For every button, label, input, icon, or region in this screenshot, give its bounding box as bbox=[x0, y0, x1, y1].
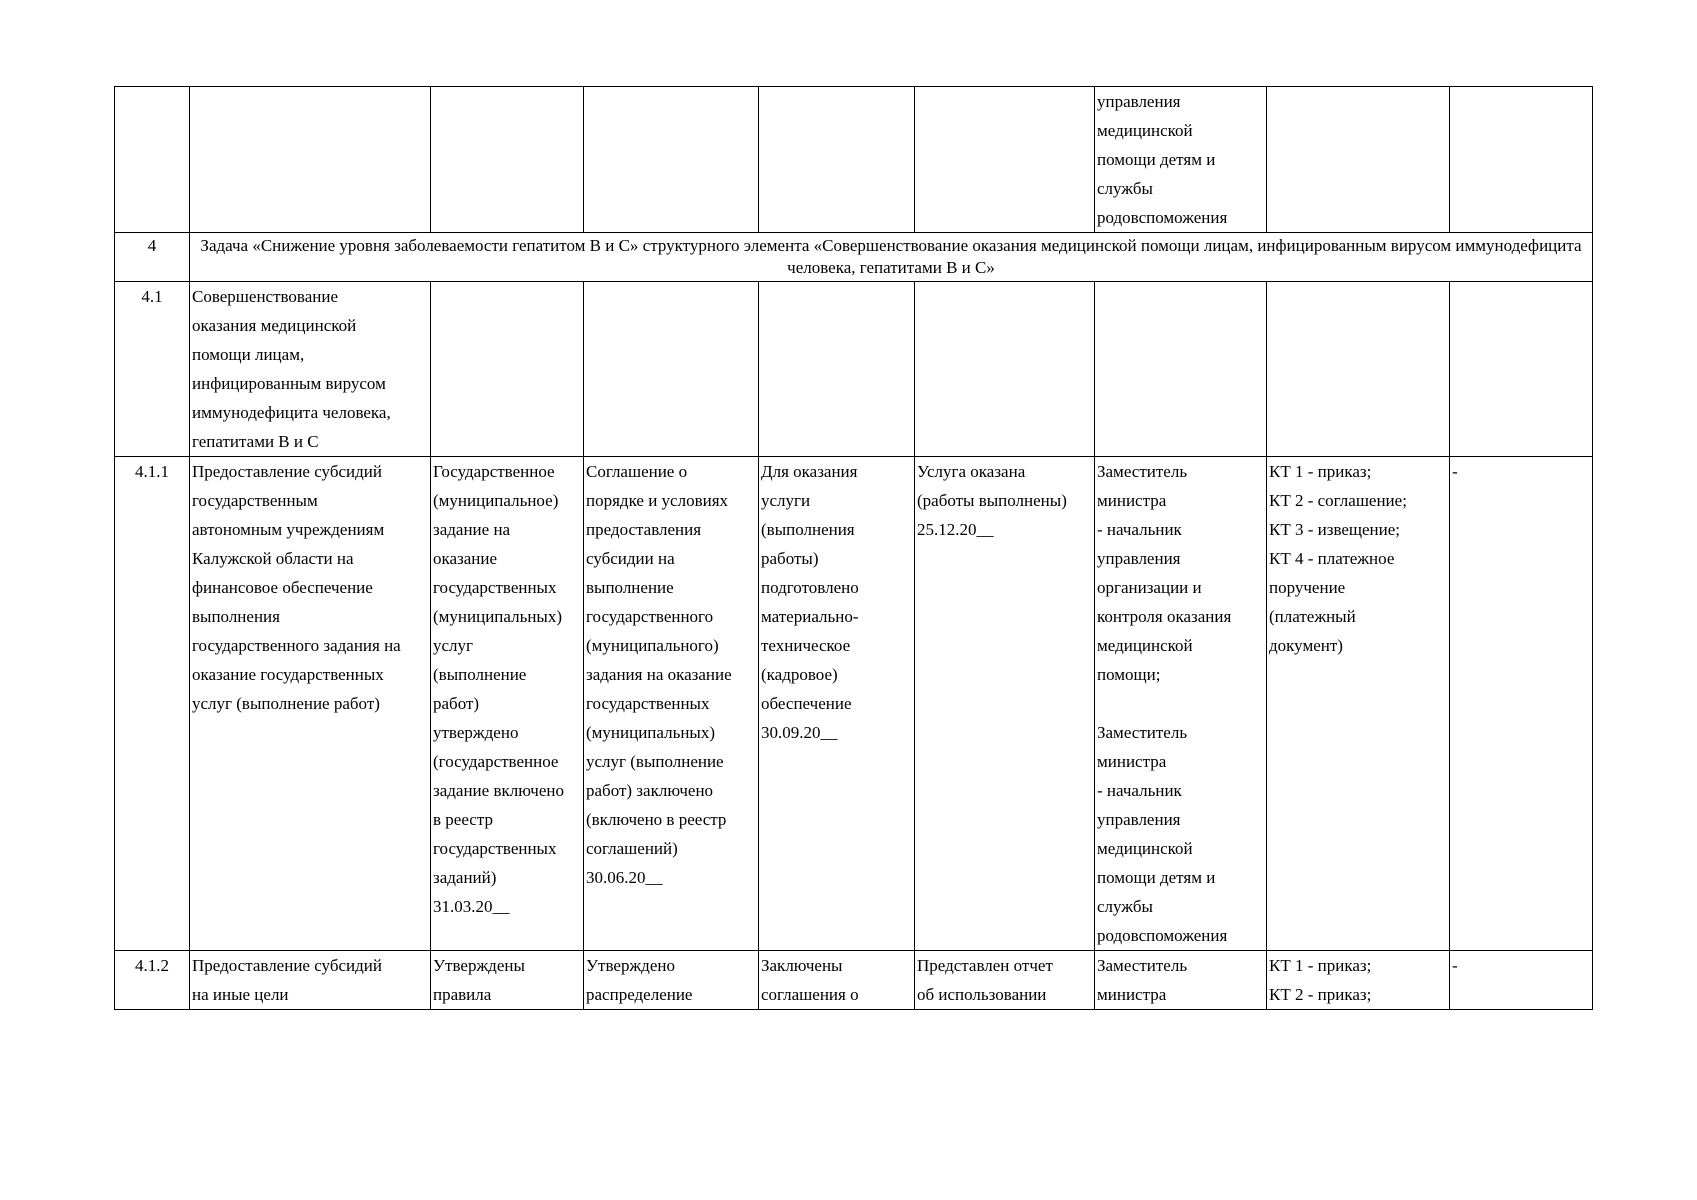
cell-kt1 bbox=[431, 87, 584, 233]
cell-last: - bbox=[1450, 457, 1593, 951]
cell-number bbox=[115, 87, 190, 233]
cell-name: Предоставление субсидий на иные цели bbox=[190, 951, 431, 1010]
cell-kt3 bbox=[759, 87, 915, 233]
cell-docs: КТ 1 - приказ; КТ 2 - соглашение; КТ 3 - извещение; КТ 4 - платежное поручение (платежный документ) bbox=[1267, 457, 1450, 951]
cell-kt3: Заключены соглашения о bbox=[759, 951, 915, 1010]
cell-name: Совершенствование оказания медицинской помощи лицам, инфицированным вирусом иммунодефицита человека, гепатитами В и С bbox=[190, 282, 431, 457]
cell-number: 4.1.1 bbox=[115, 457, 190, 951]
cell-kt4: Услуга оказана (работы выполнены) 25.12.20__ bbox=[915, 457, 1095, 951]
cell-kt4 bbox=[915, 282, 1095, 457]
cell-kt3 bbox=[759, 282, 915, 457]
task-row bbox=[115, 233, 1593, 282]
cell-responsible bbox=[1095, 282, 1267, 457]
cell-name bbox=[190, 87, 431, 233]
cell-docs: КТ 1 - приказ; КТ 2 - приказ; bbox=[1267, 951, 1450, 1010]
cell-last bbox=[1450, 87, 1593, 233]
cell-responsible: Заместитель министра - начальник управления организации и контроля оказания медицинской помощи; Заместитель министра - начальник управления медицинской помощи детям и службы родовспоможения bbox=[1095, 457, 1267, 951]
cell-last: - bbox=[1450, 951, 1593, 1010]
cell-kt3: Для оказания услуги (выполнения работы) подготовлено материально- техническое (кадровое) обеспечение 30.09.20__ bbox=[759, 457, 915, 951]
cell-kt2: Соглашение о порядке и условиях предоставления субсидии на выполнение государственного (муниципального) задания на оказание государственных (муниципальных) услуг (выполнение работ) заключено (включено в реестр соглашений) 30.06.20__ bbox=[584, 457, 759, 951]
cell-kt2 bbox=[584, 282, 759, 457]
cell-number: 4 bbox=[115, 233, 190, 282]
cell-responsible: управления медицинской помощи детям и службы родовспоможения bbox=[1095, 87, 1267, 233]
cell-kt4 bbox=[915, 87, 1095, 233]
cell-name: Предоставление субсидий государственным автономным учреждениям Калужской области на финансовое обеспечение выполнения государственного задания на оказание государственных услуг (выполнение работ) bbox=[190, 457, 431, 951]
cell-number: 4.1 bbox=[115, 282, 190, 457]
table-row bbox=[115, 457, 1593, 951]
cell-kt1 bbox=[431, 282, 584, 457]
table-row bbox=[115, 87, 1593, 233]
cell-number: 4.1.2 bbox=[115, 951, 190, 1010]
cell-last bbox=[1450, 282, 1593, 457]
cell-kt2 bbox=[584, 87, 759, 233]
cell-docs bbox=[1267, 282, 1450, 457]
document-table bbox=[114, 86, 1593, 1010]
task-title: Задача «Снижение уровня заболеваемости гепатитом В и С» структурного элемента «Совершенствование оказания медицинской помощи лицам, инфицированным вирусом иммунодефицита человека, гепатитами В и С» bbox=[190, 233, 1593, 282]
table-row bbox=[115, 951, 1593, 1010]
cell-kt2: Утверждено распределение bbox=[584, 951, 759, 1010]
cell-kt1: Государственное (муниципальное) задание на оказание государственных (муниципальных) услуг (выполнение работ) утверждено (государственное задание включено в реестр государственных заданий) 31.03.20__ bbox=[431, 457, 584, 951]
cell-kt4: Представлен отчет об использовании bbox=[915, 951, 1095, 1010]
cell-responsible: Заместитель министра bbox=[1095, 951, 1267, 1010]
table-row bbox=[115, 282, 1593, 457]
cell-docs bbox=[1267, 87, 1450, 233]
cell-kt1: Утверждены правила bbox=[431, 951, 584, 1010]
